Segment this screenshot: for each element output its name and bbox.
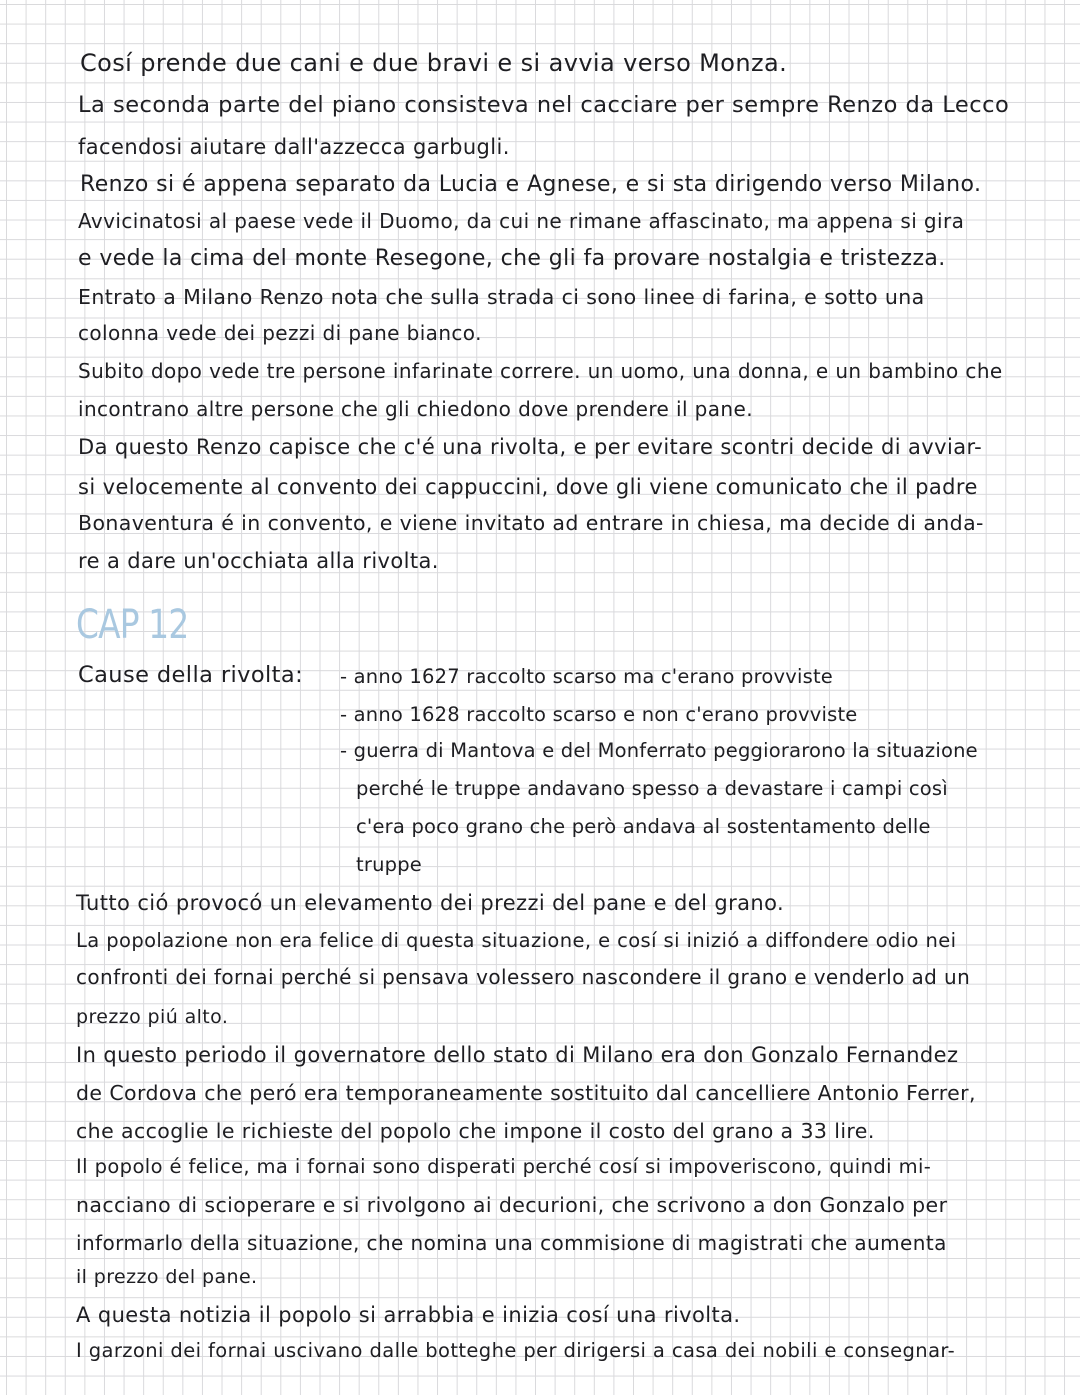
- text-line: il prezzo del pane.: [76, 1266, 258, 1288]
- text-line: che accoglie le richieste del popolo che impone il costo del grano a 33 lire.: [76, 1119, 875, 1143]
- cause-item: - anno 1627 raccolto scarso ma c'erano provviste: [340, 665, 833, 688]
- text-line: La popolazione non era felice di questa situazione, e cosí si inizió a diffondere odio nei: [76, 929, 957, 952]
- text-line: re a dare un'occhiata alla rivolta.: [78, 549, 439, 573]
- text-line: La seconda parte del piano consisteva nel cacciare per sempre Renzo da Lecco: [78, 92, 1010, 118]
- cause-continuation: truppe: [356, 853, 422, 876]
- chapter-heading: CAP 12: [76, 602, 189, 648]
- text-line: nacciano di scioperare e si rivolgono ai decurioni, che scrivono a don Gonzalo per: [76, 1193, 948, 1217]
- text-line: In questo periodo il governatore dello stato di Milano era don Gonzalo Fernandez: [76, 1043, 959, 1067]
- text-line: Subito dopo vede tre persone infarinate correre. un uomo, una donna, e un bambino che: [78, 359, 1003, 383]
- text-line: incontrano altre persone che gli chiedono dove prendere il pane.: [78, 397, 753, 421]
- text-line: Bonaventura é in convento, e viene invitato ad entrare in chiesa, ma decide di anda-: [78, 511, 984, 535]
- text-line: Avvicinatosi al paese vede il Duomo, da cui ne rimane affascinato, ma appena si gira: [78, 209, 965, 233]
- text-line: A questa notizia il popolo si arrabbia e inizia cosí una rivolta.: [76, 1303, 741, 1327]
- text-line: facendosi aiutare dall'azzecca garbugli.: [78, 135, 510, 159]
- text-line: de Cordova che peró era temporaneamente sostituito dal cancelliere Antonio Ferrer,: [76, 1081, 976, 1105]
- text-line: Da questo Renzo capisce che c'é una rivolta, e per evitare scontri decide di avviar-: [78, 435, 983, 459]
- text-line: confronti dei fornai perché si pensava volessero nascondere il grano e venderlo ad un: [76, 965, 971, 989]
- text-line: colonna vede dei pezzi di pane bianco.: [78, 321, 482, 345]
- text-line: Il popolo é felice, ma i fornai sono disperati perché cosí si impoveriscono, quindi mi-: [76, 1155, 932, 1178]
- text-line: I garzoni dei fornai uscivano dalle botteghe per dirigersi a casa dei nobili e consegnar-: [76, 1339, 956, 1362]
- cause-item: - guerra di Mantova e del Monferrato peggiorarono la situazione: [340, 739, 978, 762]
- text-line: Tutto ció provocó un elevamento dei prezzi del pane e del grano.: [76, 891, 785, 915]
- text-line: si velocemente al convento dei cappuccini, dove gli viene comunicato che il padre: [78, 475, 978, 499]
- text-line: Cosí prende due cani e due bravi e si avvia verso Monza.: [80, 49, 788, 77]
- text-line: Entrato a Milano Renzo nota che sulla strada ci sono linee di farina, e sotto una: [78, 285, 925, 309]
- text-line: informarlo della situazione, che nomina una commisione di magistrati che aumenta: [76, 1231, 947, 1255]
- text-line: prezzo piú alto.: [76, 1006, 229, 1028]
- causes-label: Cause della rivolta:: [78, 662, 304, 688]
- cause-item: - anno 1628 raccolto scarso e non c'erano provviste: [340, 703, 858, 726]
- cause-continuation: c'era poco grano che però andava al sostentamento delle: [356, 815, 931, 838]
- text-line: Renzo si é appena separato da Lucia e Agnese, e si sta dirigendo verso Milano.: [80, 172, 982, 197]
- cause-continuation: perché le truppe andavano spesso a devastare i campi così: [356, 777, 948, 800]
- text-line: e vede la cima del monte Resegone, che gli fa provare nostalgia e tristezza.: [78, 246, 946, 271]
